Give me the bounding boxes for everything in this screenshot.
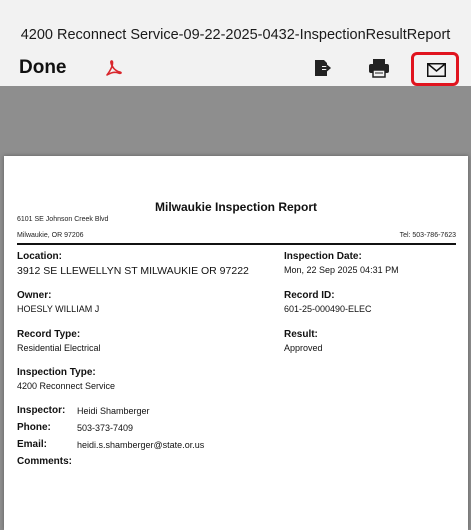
pdf-icon[interactable]: [103, 58, 123, 78]
office-telephone: Tel: 503-786-7623: [399, 232, 456, 239]
email-value[interactable]: heidi.s.shamberger@state.or.us: [77, 440, 205, 450]
header-divider: [17, 243, 456, 245]
record-id-label: Record ID:: [284, 290, 335, 301]
inspection-date-label: Inspection Date:: [284, 251, 362, 262]
email-label: Email:: [17, 439, 48, 450]
result-value: Approved: [284, 343, 323, 353]
top-toolbar: [0, 0, 471, 86]
inspector-label: Inspector:: [17, 405, 66, 416]
inspector-value: Heidi Shamberger: [77, 406, 150, 416]
phone-label: Phone:: [17, 422, 51, 433]
done-button[interactable]: Done: [19, 57, 67, 78]
record-id-value: 601-25-000490-ELEC: [284, 304, 372, 314]
viewer-background: [0, 86, 471, 156]
phone-value: 503-373-7409: [77, 423, 134, 433]
inspection-type-label: Inspection Type:: [17, 367, 96, 378]
location-label: Location:: [17, 251, 62, 262]
office-address-line2: Milwaukie, OR 97206: [17, 232, 84, 239]
location-value: 3912 SE LLEWELLYN ST MILWAUKIE OR 97222: [17, 265, 249, 277]
report-page: [4, 156, 468, 530]
inspection-type-value: 4200 Reconnect Service: [17, 381, 116, 391]
mail-icon: [427, 63, 446, 77]
document-title: 4200 Reconnect Service-09-22-2025-0432-InspectionResultReport: [20, 27, 451, 43]
share-export-icon[interactable]: [313, 58, 333, 78]
record-type-value: Residential Electrical: [17, 343, 101, 353]
owner-value: HOESLY WILLIAM J: [17, 304, 100, 314]
email-button[interactable]: [411, 52, 459, 86]
comments-label: Comments:: [17, 456, 73, 467]
office-address-line1: 6101 SE Johnson Creek Blvd: [17, 216, 109, 223]
record-type-label: Record Type:: [17, 329, 81, 340]
inspection-date-value: Mon, 22 Sep 2025 04:31 PM: [284, 265, 399, 275]
printer-icon[interactable]: [368, 58, 390, 78]
owner-label: Owner:: [17, 290, 52, 301]
result-label: Result:: [284, 329, 318, 340]
report-title: Milwaukie Inspection Report: [154, 200, 318, 214]
